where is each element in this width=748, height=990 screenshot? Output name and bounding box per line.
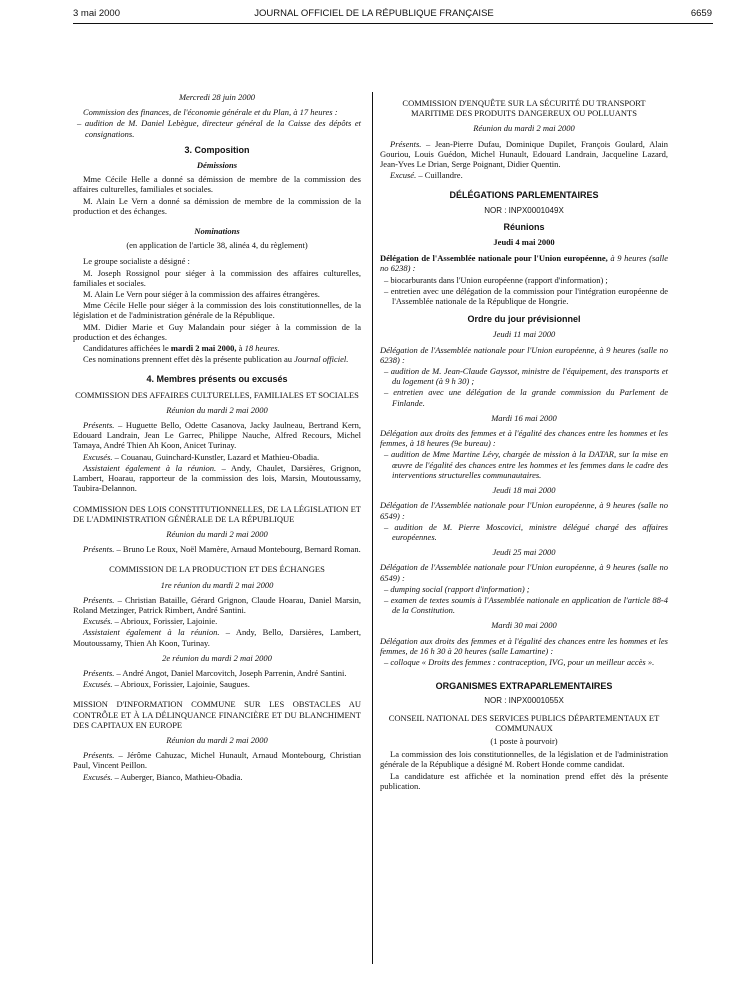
committee-title: COMMISSION D'ENQUÊTE SUR LA SÉCURITÉ DU TRANSPORT MARITIME DES PRODUITS DANGEREUX OU POLLUANTS	[402, 98, 646, 119]
meeting-date: Jeudi 11 mai 2000	[492, 329, 556, 340]
nor-reference: NOR : INPX0001049X	[484, 205, 564, 215]
paragraph: La commission des lois constitutionnelles, de la législation et de l'administration générale de la République a désigné M. Robert Honde comme candidat.	[380, 749, 668, 770]
section-heading: 4. Membres présents ou excusés	[146, 374, 288, 385]
paragraph: Excusés. – Abrioux, Forissier, Lajoinie, Saugues.	[83, 679, 250, 690]
header-page-number: 6659	[690, 8, 712, 19]
paragraph: Excusé. – Cuillandre.	[390, 170, 463, 181]
paragraph: Candidatures affichées le mardi 2 mai 2000, à 18 heures.	[83, 343, 280, 354]
left-column	[73, 92, 361, 783]
paragraph: Présents. – Bruno Le Roux, Noël Mamère, Arnaud Montebourg, Bernard Roman.	[83, 544, 361, 555]
paragraph: Excusés. – Auberger, Bianco, Mathieu-Obadia.	[83, 771, 243, 782]
nor-reference: NOR : INPX0001055X	[484, 696, 564, 706]
paragraph: (en application de l'article 38, alinéa 4, du règlement)	[126, 240, 308, 251]
list-item: – audition de M. Pierre Moscovici, ministre délégué chargé des affaires européennes.	[384, 521, 668, 542]
meeting-date: Jeudi 18 mai 2000	[492, 485, 556, 496]
header-title: JOURNAL OFFICIEL DE LA RÉPUBLIQUE FRANÇAISE	[254, 8, 494, 19]
committee-title: COMMISSION DES AFFAIRES CULTURELLES, FAMILIALES ET SOCIALES	[75, 389, 359, 400]
list-item: – colloque « Droits des femmes : contraception, IVG, pour un meilleur accès ».	[384, 656, 655, 667]
paragraph: Mme Cécile Helle a donné sa démission de membre de la commission des affaires culturelles, familiales et sociales.	[73, 174, 361, 195]
page-header	[0, 0, 748, 22]
committee-title: COMMISSION DE LA PRODUCTION ET DES ÉCHANGES	[109, 564, 325, 575]
paragraph: Assistaient également à la réunion. – Andy, Chaulet, Darsières, Grignon, Lambert, Hoarau, rapporteur de la commission des lois, Marsin, Moutoussamy, Taubira-Delannon.	[73, 462, 362, 494]
list-item: – audition de M. Jean-Claude Gayssot, ministre de l'équipement, des transports et du logement (à 9 h 30) ;	[384, 366, 668, 387]
list-item: – biocarburants dans l'Union européenne (rapport d'information) ;	[384, 274, 608, 285]
paragraph: Présents. – Jérôme Cahuzac, Michel Hunault, Arnaud Montebourg, Christian Paul, Vincent Peillon.	[73, 750, 361, 771]
subsection-heading: Ordre du jour prévisionnel	[467, 314, 581, 325]
list-item: – examen de textes soumis à l'Assemblée nationale en application de l'article 88-4 de la Constitution.	[384, 594, 668, 616]
list-item: – audition de Mme Martine Lévy, chargée de mission à la DATAR, sur la mise en œuvre de l'égalité des chances entre les hommes et les femmes dans le cadre des interventions structurelles communautaires.	[384, 449, 668, 480]
paragraph: Présents. – Jean-Pierre Dufau, Dominique Dupilet, François Goulard, Alain Gouriou, Louis Guédon, Michel Hunault, Edouard Landrain, Jacqueline Lazard, Jean-Yves Le Drian, Serge Poignant, Didier Quentin.	[380, 138, 668, 170]
meeting-date: 2e réunion du mardi 2 mai 2000	[162, 652, 272, 663]
paragraph: Présents. – André Angot, Daniel Marcovitch, Joseph Parrenin, André Santini.	[83, 667, 347, 678]
meeting-date: Jeudi 4 mai 2000	[493, 237, 555, 248]
meeting-date: Mardi 30 mai 2000	[491, 620, 557, 631]
paragraph: M. Alain Le Vern pour siéger à la commission des affaires étrangères.	[83, 289, 320, 300]
paragraph: Délégation de l'Assemblée nationale pour l'Union européenne, à 9 heures (salle no 6549) :	[380, 500, 668, 521]
subsection-heading: Démissions	[196, 160, 238, 171]
paragraph: Délégation de l'Assemblée nationale pour l'Union européenne, à 9 heures (salle no 6238) :	[380, 253, 668, 274]
meeting-date: Mardi 16 mai 2000	[491, 412, 557, 423]
section-date: Mercredi 28 juin 2000	[178, 92, 256, 102]
paragraph: Délégation aux droits des femmes et à l'égalité des chances entre les hommes et les femmes, de 16 h 30 à 20 heures (salle Lamartine) :	[380, 635, 668, 656]
paragraph: Présents. – Christian Bataille, Gérard Grignon, Claude Hoarau, Daniel Marsin, Roland Metzinger, Patrick Rimbert, André Santini.	[73, 594, 361, 615]
meeting-date: Réunion du mardi 2 mai 2000	[473, 123, 575, 134]
paragraph: Ces nominations prennent effet dès la présente publication au Journal officiel.	[83, 354, 349, 365]
committee-title: MISSION D'INFORMATION COMMUNE SUR LES OBSTACLES AU CONTRÔLE ET À LA DÉLINQUANCE FINANCIÈRE ET DU BLANCHIMENT DES CAPITAUX EN EUROPE	[73, 699, 361, 730]
header-date: 3 mai 2000	[73, 8, 121, 19]
subsection-heading: Réunions	[503, 221, 545, 232]
paragraph: Excusés. – Couanau, Guinchard-Kunstler, Lazard et Mathieu-Obadia.	[83, 451, 320, 462]
paragraph: MM. Didier Marie et Guy Malandain pour siéger à la commission de la production et des échanges.	[73, 321, 361, 342]
paragraph: Assistaient également à la réunion. – Andy, Bello, Darsières, Lambert, Moutoussamy, Thien Ah Koon, Turinay.	[73, 627, 362, 648]
list-item: – dumping social (rapport d'information) ;	[384, 583, 530, 594]
paragraph: Excusés. – Abrioux, Forissier, Lajoinie.	[83, 616, 218, 627]
list-item: – audition de M. Daniel Lebègue, directeur général de la Caisse des dépôts et consignations.	[77, 118, 361, 139]
section-heading: 3. Composition	[184, 144, 250, 155]
meeting-date: Jeudi 25 mai 2000	[492, 547, 556, 558]
paragraph: M. Alain Le Vern a donné sa démission de membre de la commission de la production et des échanges.	[73, 195, 361, 216]
header-rule	[73, 23, 713, 24]
paragraph: Délégation de l'Assemblée nationale pour l'Union européenne, à 9 heures (salle no 6549) :	[380, 562, 668, 583]
paragraph: Commission des finances, de l'économie générale et du Plan, à 17 heures :	[83, 107, 338, 118]
meeting-date: 1re réunion du mardi 2 mai 2000	[160, 579, 274, 590]
right-column	[380, 98, 668, 792]
meeting-date: Réunion du mardi 2 mai 2000	[166, 734, 268, 745]
list-item: – entretien avec une délégation de la grande commission du Parlement de Finlande.	[384, 387, 668, 408]
section-heading: ORGANISMES EXTRAPARLEMENTAIRES	[435, 681, 613, 692]
paragraph: Délégation de l'Assemblée nationale pour l'Union européenne, à 9 heures (salle no 6238) :	[380, 344, 668, 365]
paragraph: M. Joseph Rossignol pour siéger à la commission des affaires culturelles, familiales et sociales.	[73, 267, 361, 288]
section-heading: DÉLÉGATIONS PARLEMENTAIRES	[449, 190, 599, 201]
meeting-date: Réunion du mardi 2 mai 2000	[166, 404, 268, 415]
paragraph: La candidature est affichée et la nomination prend effet dès la présente publication.	[380, 770, 668, 791]
paragraph: Délégation aux droits des femmes et à l'égalité des chances entre les hommes et les femmes, à 18 heures (9e bureau) :	[380, 428, 668, 449]
paragraph: Présents. – Huguette Bello, Odette Casanova, Jacky Jaulneau, Bertrand Kern, Edouard Landrain, Jean Le Garrec, Philippe Nauche, Alfred Recours, Michel Tamaya, André Thien Ah Koon, Anicet Turinay.	[73, 420, 361, 451]
list-item: – entretien avec une délégation de la commission pour l'intégration européenne de l'Assemblée nationale de la République de Hongrie.	[384, 285, 668, 307]
paragraph: Le groupe socialiste a désigné :	[83, 256, 190, 267]
column-separator	[372, 92, 373, 964]
committee-title: CONSEIL NATIONAL DES SERVICES PUBLICS DÉPARTEMENTAUX ET COMMUNAUX	[388, 712, 660, 733]
paragraph: Mme Cécile Helle pour siéger à la commission des lois constitutionnelles, de la législation et de l'administration générale de la République.	[73, 300, 361, 321]
paragraph: (1 poste à pourvoir)	[490, 735, 558, 746]
meeting-date: Réunion du mardi 2 mai 2000	[166, 528, 268, 539]
subsection-heading: Nominations	[194, 226, 240, 237]
committee-title: COMMISSION DES LOIS CONSTITUTIONNELLES, DE LA LÉGISLATION ET DE L'ADMINISTRATION GÉNÉRALE DE LA RÉPUBLIQUE	[73, 503, 361, 524]
